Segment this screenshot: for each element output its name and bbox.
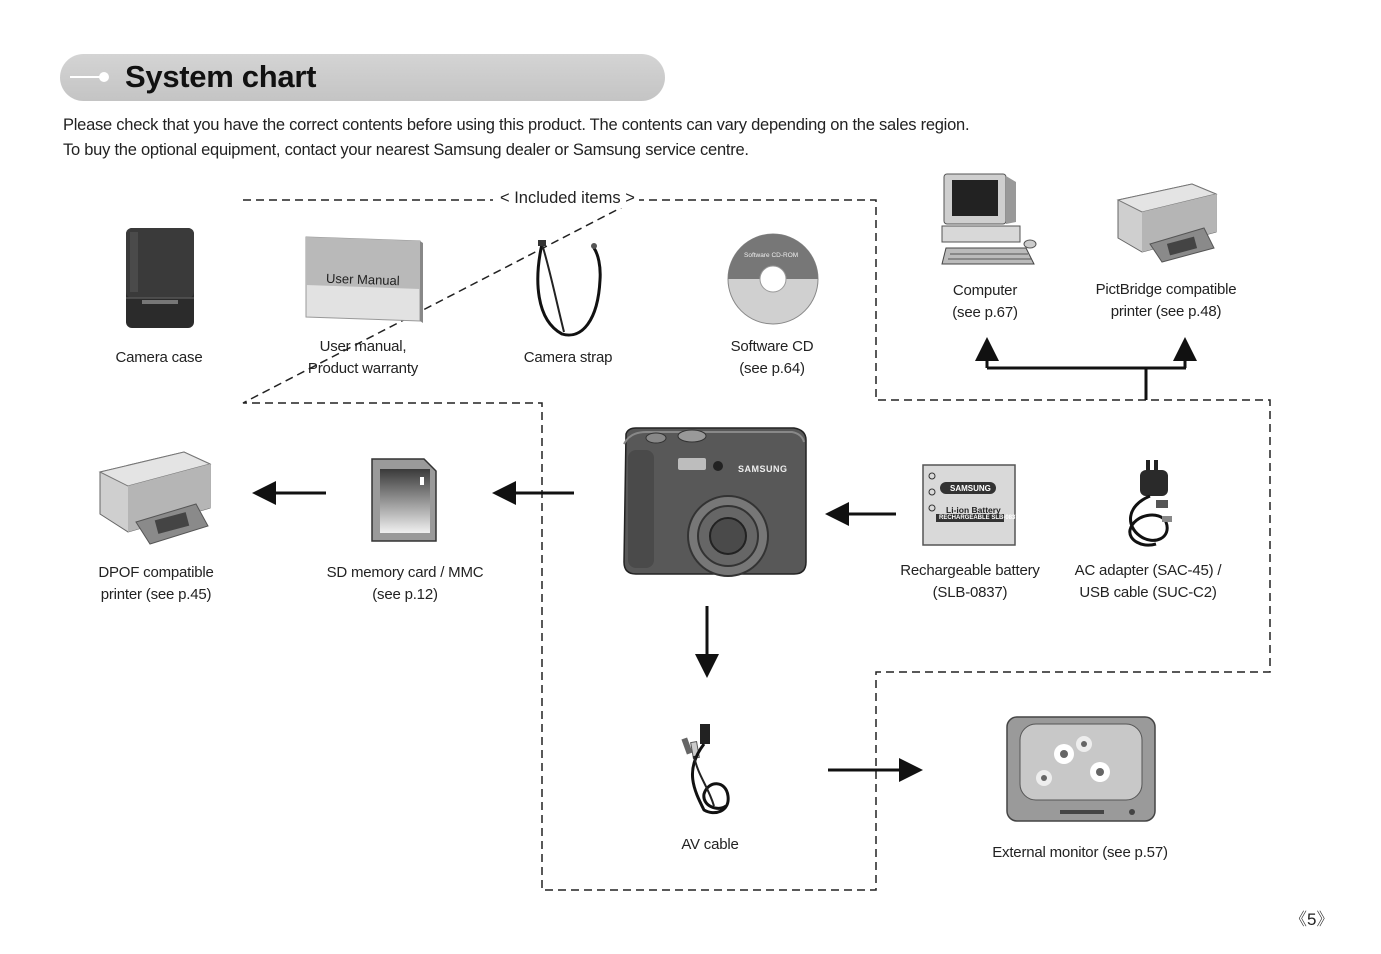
ac-adapter-image	[1120, 456, 1180, 552]
battery-brand-text: SAMSUNG	[950, 484, 991, 493]
software-cd-image	[726, 232, 820, 326]
camera-brand-text: SAMSUNG	[738, 464, 788, 474]
camera-strap-image	[528, 240, 608, 340]
camera-case-image	[120, 224, 200, 332]
intro-line-2: To buy the optional equipment, contact your nearest Samsung dealer or Samsung service centre.	[63, 141, 749, 159]
dpof-printer-image	[96, 450, 216, 546]
av-cable-label: AV cable	[681, 836, 739, 853]
computer-label: Computer (see p.67)	[952, 282, 1018, 321]
external-monitor-image	[1004, 714, 1158, 826]
user-manual-cover-text: User Manual	[325, 270, 400, 289]
page-number: 《5》	[1290, 910, 1334, 929]
camera-strap-label: Camera strap	[523, 349, 613, 366]
pictbridge-printer-image	[1114, 182, 1220, 264]
battery-label: Rechargeable battery (SLB-0837)	[900, 562, 1040, 601]
included-items-label: < Included items >	[496, 189, 639, 208]
dpof-printer-label: DPOF compatible printer (see p.45)	[98, 564, 214, 603]
pictbridge-printer-label: PictBridge compatible printer (see p.48)	[1095, 281, 1237, 320]
page-title: System chart	[125, 59, 317, 94]
computer-image	[936, 170, 1040, 270]
sd-card-label: SD memory card / MMC (see p.12)	[326, 564, 484, 603]
battery-type-text: Li-ion Battery	[946, 505, 1001, 515]
battery-model-text: RECHARGEABLE SLB-0837	[939, 515, 1019, 521]
camera-case-label: Camera case	[115, 349, 203, 366]
pc-printer-connector	[987, 368, 1186, 400]
software-cd-disc-text: Software CD-ROM	[744, 252, 799, 259]
av-cable-image	[674, 720, 746, 816]
ac-adapter-label: AC adapter (SAC-45) / USB cable (SUC-C2)	[1074, 562, 1222, 601]
digital-camera-image	[616, 424, 812, 580]
intro-line-1: Please check that you have the correct contents before using this product. The contents can vary depending on the sales region.	[63, 116, 970, 134]
user-manual-label: User manual, Product warranty	[307, 338, 419, 377]
software-cd-label: Software CD (see p.64)	[730, 338, 814, 377]
external-monitor-label: External monitor (see p.57)	[992, 844, 1168, 861]
sd-card-image	[368, 455, 440, 545]
